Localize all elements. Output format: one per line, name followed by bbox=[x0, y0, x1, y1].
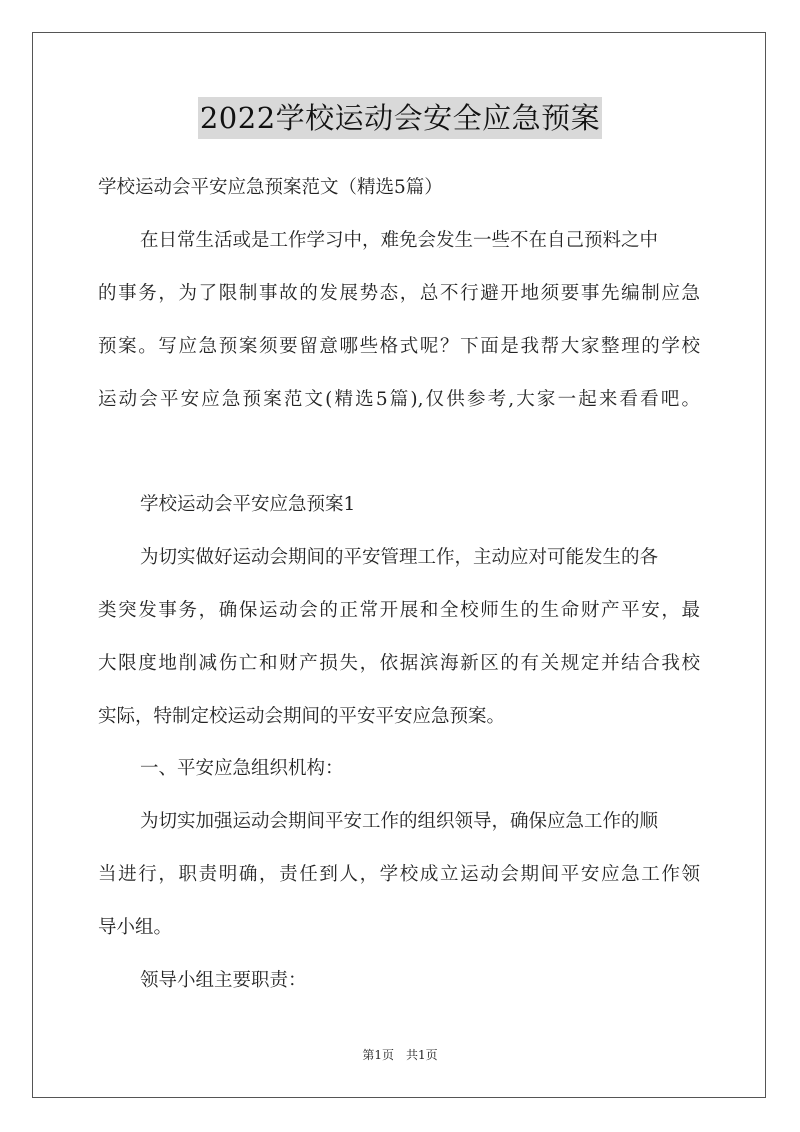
title-container bbox=[0, 97, 800, 139]
document-subtitle: 学校运动会平安应急预案范文（精选5篇） bbox=[98, 177, 443, 198]
para1-line-2: 类突发事务，确保运动会的正常开展和全校师生的生命财产平安，最 bbox=[98, 600, 700, 621]
intro-line-1: 在日常生活或是工作学习中，难免会发生一些不在自己预料之中 bbox=[140, 230, 659, 251]
para2-line-2: 当进行，职责明确，责任到人，学校成立运动会期间平安应急工作领 bbox=[98, 864, 700, 885]
leader-heading: 领导小组主要职责： bbox=[140, 970, 307, 991]
intro-line-3: 预案。写应急预案须要留意哪些格式呢？下面是我帮大家整理的学校 bbox=[98, 336, 700, 357]
para1-line-1: 为切实做好运动会期间的平安管理工作，主动应对可能发生的各 bbox=[140, 547, 659, 568]
intro-line-4: 运动会平安应急预案范文(精选5篇),仅供参考,大家一起来看看吧。 bbox=[98, 389, 700, 410]
para1-line-4: 实际，特制定校运动会期间的平安平安应急预案。 bbox=[98, 706, 506, 727]
intro-line-2: 的事务，为了限制事故的发展势态，总不行避开地须要事先编制应急 bbox=[98, 283, 700, 304]
para2-line-3: 导小组。 bbox=[98, 917, 173, 938]
section-heading: 学校运动会平安应急预案1 bbox=[140, 494, 356, 515]
item1-heading: 一、平安应急组织机构： bbox=[140, 758, 344, 779]
document-title: 2022学校运动会安全应急预案 bbox=[198, 97, 602, 139]
para2-line-1: 为切实加强运动会期间平安工作的组织领导，确保应急工作的顺 bbox=[140, 811, 659, 832]
page-footer: 第1页 共1页 bbox=[362, 1048, 438, 1062]
para1-line-3: 大限度地削减伤亡和财产损失，依据滨海新区的有关规定并结合我校 bbox=[98, 653, 700, 674]
